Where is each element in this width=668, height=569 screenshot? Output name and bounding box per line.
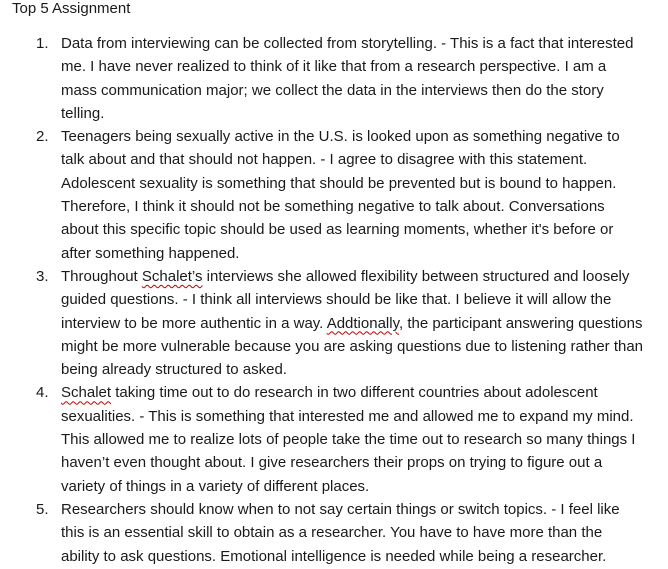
list-item-number: 3. [36, 267, 49, 285]
document-title: Top 5 Assignment [12, 0, 131, 17]
misspelled-word[interactable]: Addtionally [326, 314, 399, 332]
list-item [12, 381, 644, 497]
misspelled-word[interactable]: Schalet [61, 384, 112, 402]
list-item-text-segment: taking time out to do research in two different countries about adolescent sexualities. - This is something that interested me and allowed me to expand my mind. This allowed me to realize lots of people take the time out to research so many things I haven’t even thought about. I give researchers their props on trying to figure out a variety of things in a variety of different places. [61, 384, 636, 495]
list-item-number: 1. [36, 35, 49, 52]
list-item-number: 2. [36, 128, 49, 146]
list-item-text-segment: , the participant answering questions might be more vulnerable because you are asking questions due to listening rather than being already structured to asked. [61, 314, 644, 379]
list-item-text: Teenagers being sexually active in the U.S. is looked upon as something negative to talk about and that should not happen. - I agree to disagree with this statement. Adolescent sexuality is something that should be prevented but is bound to happen. Therefore, I think it should not be something negative to talk about. Conversations about this specific topic should be used as learning moments, whether it's before or after something happened. [61, 128, 620, 262]
list-item-text-segment: Throughout [61, 267, 142, 285]
list-item-number: 4. [36, 384, 49, 402]
list-item-text: Researchers should know when to not say certain things or switch topics. - I feel like this is an essential skill to obtain as a researcher. You have to have more than the ability to ask questions. Emotional intelligence is needed while being a researcher. [61, 500, 620, 565]
numbered-list [12, 32, 644, 568]
list-item [12, 498, 644, 568]
list-item-text: Data from interviewing can be collected from storytelling. - This is a fact that interested me. I have never realized to think of it like that from a research perspective. I am a mass communication major; we collect the data in the interviews then do the story telling. [61, 35, 634, 122]
list-item [12, 125, 644, 265]
list-item [12, 265, 644, 381]
misspelled-word[interactable]: Schalet’s [141, 267, 203, 285]
list-item-number: 5. [36, 500, 49, 518]
list-item-text-segment: interviews she allowed flexibility between structured and loosely guided questions. - I think all interviews should be like that. I believe it will allow the interview to be more authentic in a way. [61, 267, 630, 332]
list-item [12, 32, 644, 125]
